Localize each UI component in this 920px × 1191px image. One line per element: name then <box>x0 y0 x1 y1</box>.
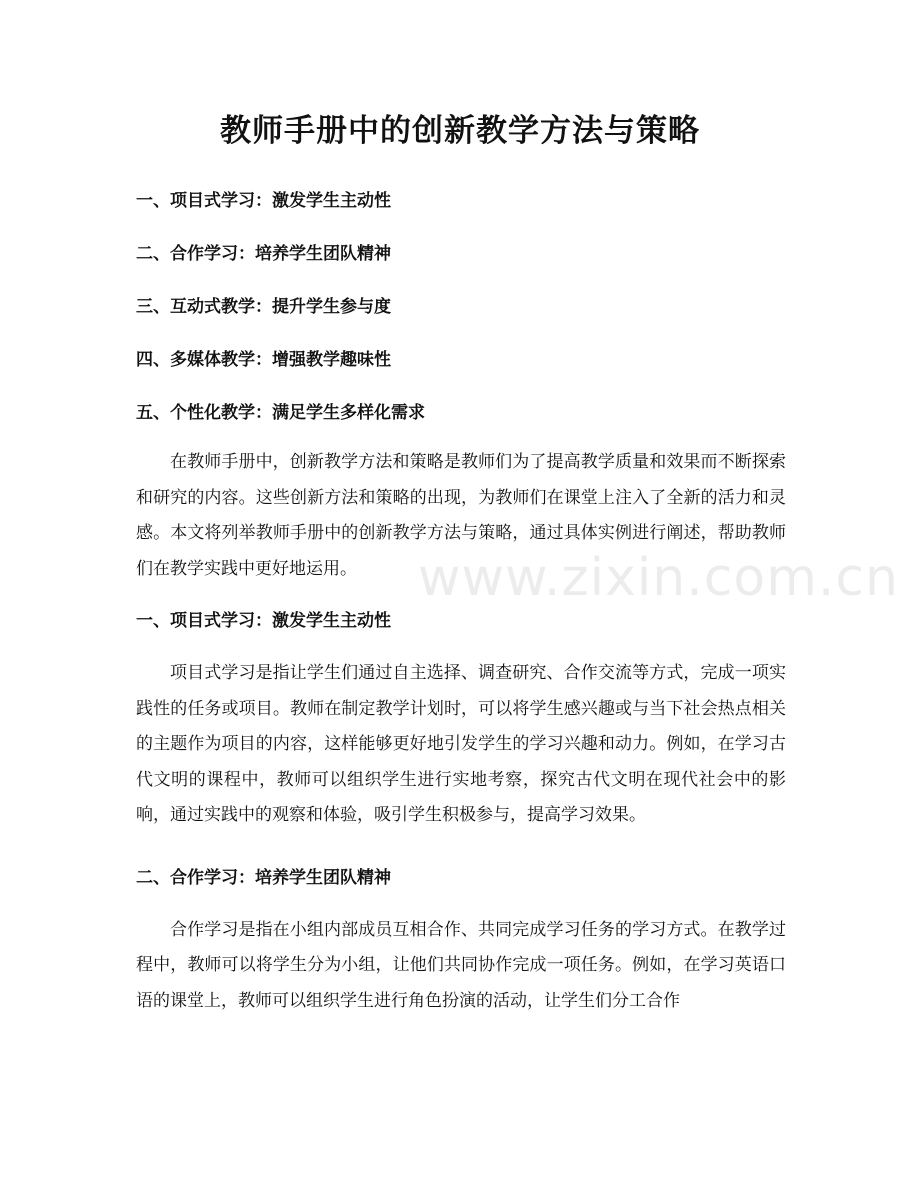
toc-item: 三、互动式教学：提升学生参与度 <box>136 297 391 317</box>
toc-item: 四、多媒体教学：增强教学趣味性 <box>136 350 391 370</box>
document-title: 教师手册中的创新教学方法与策略 <box>220 113 700 149</box>
toc-item: 五、个性化教学：满足学生多样化需求 <box>136 403 425 423</box>
intro-paragraph: 在教师手册中，创新教学方法和策略是教师们为了提高教学质量和效果而不断探索和研究的内容。这些创新方法和策略的出现，为教师们在课堂上注入了全新的活力和灵感。本文将列举教师手册中的创新教学方法与策略，通过具体实例进行阐述，帮助教师们在教学实践中更好地运用。 <box>136 452 786 579</box>
document-body <box>136 445 786 1019</box>
section-paragraph-cooperative-learning: 合作学习是指在小组内部成员互相合作、共同完成学习任务的学习方式。在教学过程中，教师可以将学生分为小组，让他们共同协作完成一项任务。例如，在学习英语口语的课堂上，教师可以组织学生进行角色扮演的活动，让学生们分工合作 <box>136 919 786 1011</box>
table-of-contents <box>136 183 796 448</box>
section-paragraph-project-learning: 项目式学习是指让学生们通过自主选择、调查研究、合作交流等方式，完成一项实践性的任务或项目。教师在制定教学计划时，可以将学生感兴趣或与当下社会热点相关的主题作为项目的内容，这样能够更好地引发学生的学习兴趣和动力。例如，在学习古代文明的课程中，教师可以组织学生进行实地考察，探究古代文明在现代社会中的影响，通过实践中的观察和体验，吸引学生积极参与，提高学习效果。 <box>136 663 786 825</box>
section-heading-cooperative-learning: 二、合作学习：培养学生团队精神 <box>136 867 391 888</box>
watermark: www.zixin.com.cn <box>418 548 899 608</box>
section-heading-project-learning: 一、项目式学习：激发学生主动性 <box>136 611 391 631</box>
toc-item: 一、项目式学习：激发学生主动性 <box>136 191 391 211</box>
toc-item: 二、合作学习：培养学生团队精神 <box>136 244 391 264</box>
